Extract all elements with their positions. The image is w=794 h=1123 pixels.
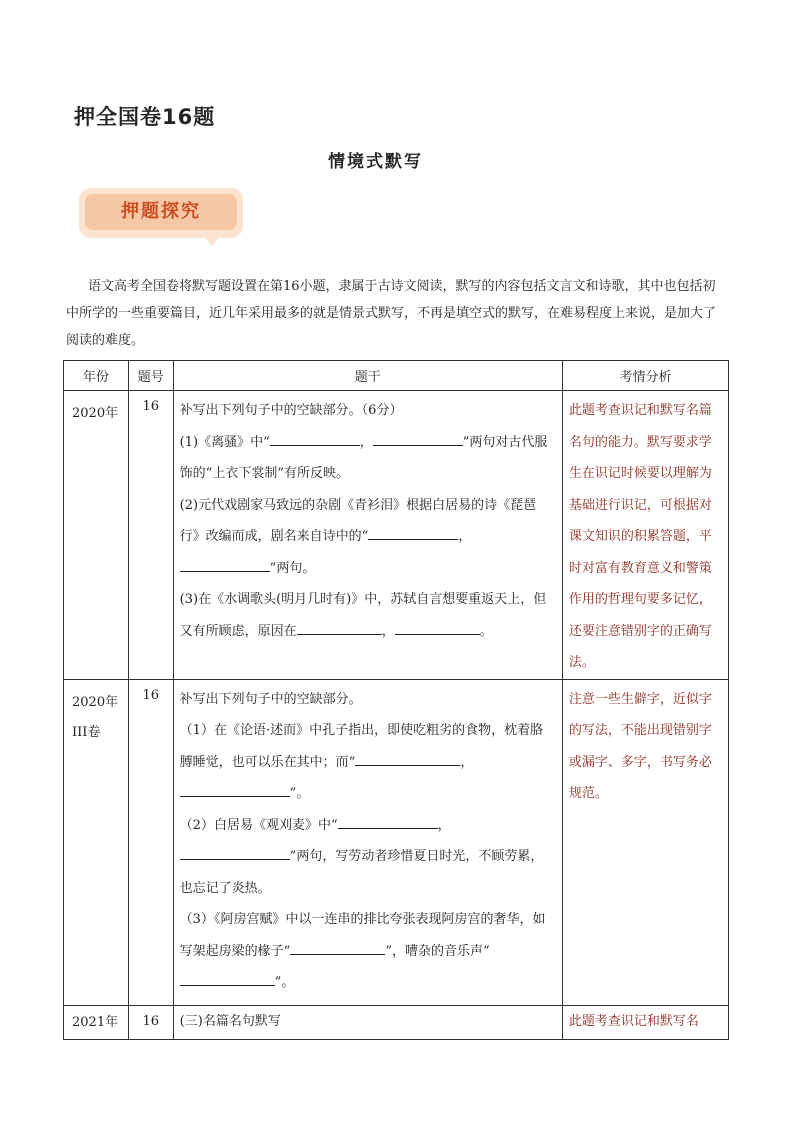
section-badge <box>79 188 243 238</box>
blank-line <box>180 845 290 860</box>
blank-line <box>180 971 275 986</box>
stem-item-1: （1）在《论语·述而》中孔子指出，即使吃粗劣的食物，枕着胳膊睡觉，也可以乐在其中；而“ ，”。 <box>179 723 544 801</box>
blank-line <box>338 814 438 829</box>
blank-line <box>395 620 480 635</box>
blank-line <box>297 620 382 635</box>
header-stem: 题干 <box>173 361 562 391</box>
section-badge-tail <box>204 236 220 246</box>
table-header-row <box>64 361 729 391</box>
blank-line <box>180 557 270 572</box>
header-analysis: 考情分析 <box>562 361 728 391</box>
stem-intro: 补写出下列句子中的空缺部分。 <box>179 691 362 707</box>
row-year: 2021年 <box>64 1005 129 1039</box>
blank-line <box>290 940 385 955</box>
header-year: 年份 <box>64 361 129 391</box>
blank-line <box>373 431 463 446</box>
row-num: 16 <box>128 391 173 680</box>
table-row <box>64 391 729 680</box>
page-subtitle: 情境式默写 <box>328 152 423 172</box>
blank-line <box>368 525 458 540</box>
stem-intro: 补写出下列句子中的空缺部分。（6分） <box>179 403 403 418</box>
section-badge-label: 押题探究 <box>121 201 201 222</box>
row-num: 16 <box>128 1005 173 1039</box>
row-year: 2020年 <box>64 391 129 680</box>
blank-line <box>355 751 460 766</box>
table-row <box>64 679 729 1005</box>
row-analysis: 此题考查识记和默写名 <box>562 1005 728 1039</box>
header-num: 题号 <box>128 361 173 391</box>
row-stem <box>173 679 562 1005</box>
stem-item-3: (3)在《水调歌头(明月几时有)》中，苏轼自言想要重返天上，但又有所顾虑，原因在 ， 。 <box>179 592 547 639</box>
blank-line <box>270 431 360 446</box>
section-badge-inner <box>85 194 237 230</box>
blank-line <box>180 782 290 797</box>
row-year: 2020年III卷 <box>64 679 129 1005</box>
exam-table <box>63 360 729 1040</box>
stem-item-2: (2)元代戏剧家马致远的杂剧《青衫泪》根据白居易的诗《琵琶行》改编而成，剧名来自诗中的“ ，”两句。 <box>179 497 537 576</box>
stem-intro: (三)名篇名句默写 <box>179 1013 281 1029</box>
intro-paragraph: 语文高考全国卷将默写题设置在第16小题，隶属于古诗文阅读，默写的内容包括文言文和诗歌，其中也包括初中所学的一些重要篇目，近几年采用最多的就是情景式默写，不再是填空式的默写，在难易程度上来说，是加大了阅读的难度。 <box>66 279 717 348</box>
stem-item-1: (1)《离骚》中“ ， ”两句对古代服饰的“上衣下裳制”有所反映。 <box>180 427 554 490</box>
row-analysis: 此题考查识记和默写名篇名句的能力。默写要求学生在识记时候要以理解为基础进行识记，可根据对课文知识的积累答题，平时对富有教育意义和警策作用的哲理句要多记忆，还要注意错别字的正确写法。 <box>562 391 728 680</box>
row-num: 16 <box>128 679 173 1005</box>
stem-item-3: （3）《阿房宫赋》中以一连串的排比夸张表现阿房宫的奢华，如写架起房梁的椽子“ ”，嘈杂的音乐声“”。 <box>179 912 546 990</box>
stem-item-2: （2）白居易《观刈麦》中“ ，”两句，写劳动者珍惜夏日时光，不顾劳累，也忘记了炎热。 <box>180 810 554 905</box>
row-analysis: 注意一些生僻字，近似字的写法，不能出现错别字或漏字、多字，书写务必规范。 <box>562 679 728 1005</box>
page-title: 押全国卷16题 <box>74 105 216 129</box>
row-stem <box>173 391 562 680</box>
row-stem <box>173 1005 562 1039</box>
table-row <box>64 1005 729 1039</box>
